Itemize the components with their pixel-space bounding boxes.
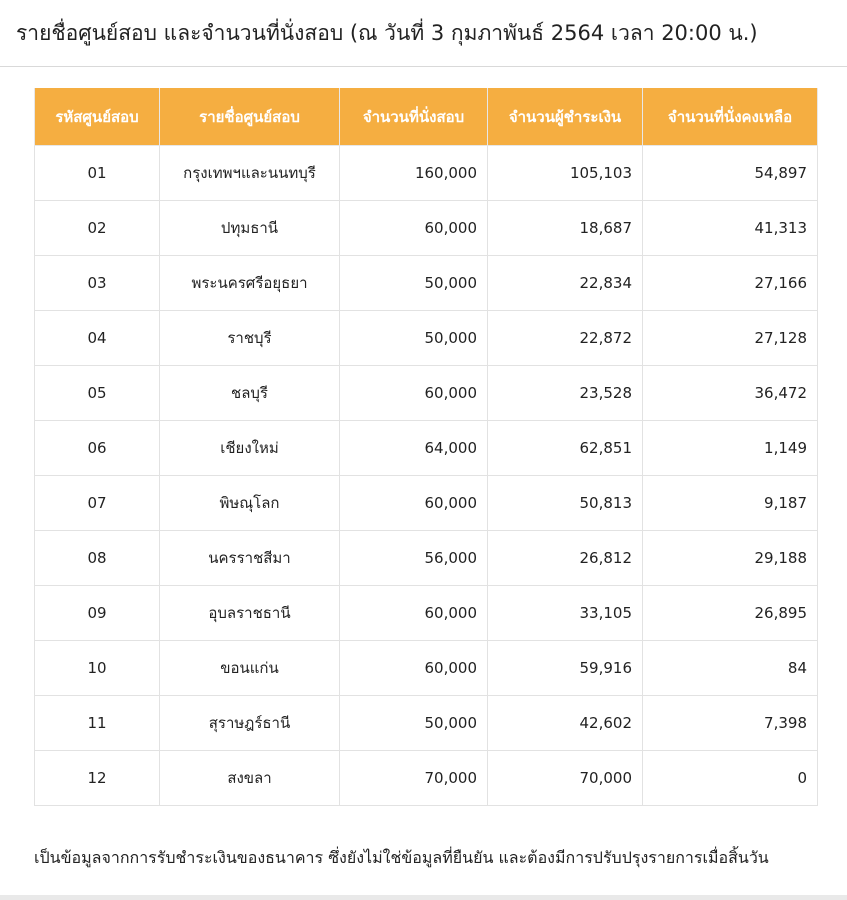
cell-paid: 22,872 xyxy=(488,311,643,366)
cell-name: สุราษฎร์ธานี xyxy=(160,696,340,751)
cell-code: 01 xyxy=(35,146,160,201)
cell-paid: 42,602 xyxy=(488,696,643,751)
cell-code: 10 xyxy=(35,641,160,696)
cell-seats: 60,000 xyxy=(340,641,488,696)
cell-remaining: 54,897 xyxy=(643,146,818,201)
header xyxy=(0,0,847,67)
column-header-seats: จำนวนที่นั่งสอบ xyxy=(340,88,488,146)
cell-name: ปทุมธานี xyxy=(160,201,340,256)
table-row xyxy=(35,366,818,421)
cell-seats: 60,000 xyxy=(340,586,488,641)
cell-seats: 160,000 xyxy=(340,146,488,201)
table-row xyxy=(35,531,818,586)
cell-paid: 70,000 xyxy=(488,751,643,806)
table-row xyxy=(35,751,818,806)
cell-code: 08 xyxy=(35,531,160,586)
table-row xyxy=(35,476,818,531)
cell-name: เชียงใหม่ xyxy=(160,421,340,476)
cell-seats: 50,000 xyxy=(340,311,488,366)
cell-name: นครราชสีมา xyxy=(160,531,340,586)
cell-code: 04 xyxy=(35,311,160,366)
page-bottom-divider xyxy=(0,895,847,900)
cell-code: 07 xyxy=(35,476,160,531)
table-row xyxy=(35,586,818,641)
cell-name: อุบลราชธานี xyxy=(160,586,340,641)
cell-seats: 50,000 xyxy=(340,256,488,311)
cell-code: 03 xyxy=(35,256,160,311)
table-row xyxy=(35,201,818,256)
cell-remaining: 27,128 xyxy=(643,311,818,366)
cell-code: 12 xyxy=(35,751,160,806)
cell-paid: 26,812 xyxy=(488,531,643,586)
cell-seats: 64,000 xyxy=(340,421,488,476)
cell-seats: 60,000 xyxy=(340,201,488,256)
column-header-code: รหัสศูนย์สอบ xyxy=(35,88,160,146)
cell-code: 06 xyxy=(35,421,160,476)
cell-paid: 62,851 xyxy=(488,421,643,476)
cell-remaining: 7,398 xyxy=(643,696,818,751)
table-row xyxy=(35,256,818,311)
cell-name: กรุงเทพฯและนนทบุรี xyxy=(160,146,340,201)
page-title: รายชื่อศูนย์สอบ และจำนวนที่นั่งสอบ (ณ วันที่ 3 กุมภาพันธ์ 2564 เวลา 20:00 น.) xyxy=(16,20,758,45)
cell-paid: 23,528 xyxy=(488,366,643,421)
cell-remaining: 26,895 xyxy=(643,586,818,641)
cell-seats: 60,000 xyxy=(340,366,488,421)
cell-code: 11 xyxy=(35,696,160,751)
table-row xyxy=(35,641,818,696)
cell-name: สงขลา xyxy=(160,751,340,806)
cell-remaining: 0 xyxy=(643,751,818,806)
cell-name: ชลบุรี xyxy=(160,366,340,421)
cell-seats: 56,000 xyxy=(340,531,488,586)
cell-seats: 70,000 xyxy=(340,751,488,806)
cell-paid: 59,916 xyxy=(488,641,643,696)
cell-code: 02 xyxy=(35,201,160,256)
cell-remaining: 1,149 xyxy=(643,421,818,476)
cell-name: พิษณุโลก xyxy=(160,476,340,531)
column-header-remaining: จำนวนที่นั่งคงเหลือ xyxy=(643,88,818,146)
cell-remaining: 36,472 xyxy=(643,366,818,421)
table-header-row xyxy=(35,88,818,146)
cell-paid: 50,813 xyxy=(488,476,643,531)
column-header-name: รายชื่อศูนย์สอบ xyxy=(160,88,340,146)
cell-paid: 33,105 xyxy=(488,586,643,641)
cell-code: 09 xyxy=(35,586,160,641)
table-row xyxy=(35,146,818,201)
cell-seats: 50,000 xyxy=(340,696,488,751)
cell-remaining: 27,166 xyxy=(643,256,818,311)
cell-remaining: 29,188 xyxy=(643,531,818,586)
column-header-paid: จำนวนผู้ชำระเงิน xyxy=(488,88,643,146)
cell-name: พระนครศรีอยุธยา xyxy=(160,256,340,311)
footnote: เป็นข้อมูลจากการรับชำระเงินของธนาคาร ซึ่งยังไม่ใช่ข้อมูลที่ยืนยัน และต้องมีการปรับปรุงรายการเมื่อสิ้นวัน xyxy=(34,848,769,867)
exam-center-table xyxy=(34,88,818,806)
exam-center-table-container xyxy=(34,88,817,806)
cell-name: ขอนแก่น xyxy=(160,641,340,696)
table-row xyxy=(35,696,818,751)
cell-paid: 105,103 xyxy=(488,146,643,201)
cell-seats: 60,000 xyxy=(340,476,488,531)
table-row xyxy=(35,311,818,366)
cell-remaining: 41,313 xyxy=(643,201,818,256)
table-body xyxy=(35,146,818,806)
cell-remaining: 9,187 xyxy=(643,476,818,531)
cell-paid: 22,834 xyxy=(488,256,643,311)
cell-name: ราชบุรี xyxy=(160,311,340,366)
cell-paid: 18,687 xyxy=(488,201,643,256)
cell-code: 05 xyxy=(35,366,160,421)
cell-remaining: 84 xyxy=(643,641,818,696)
table-row xyxy=(35,421,818,476)
